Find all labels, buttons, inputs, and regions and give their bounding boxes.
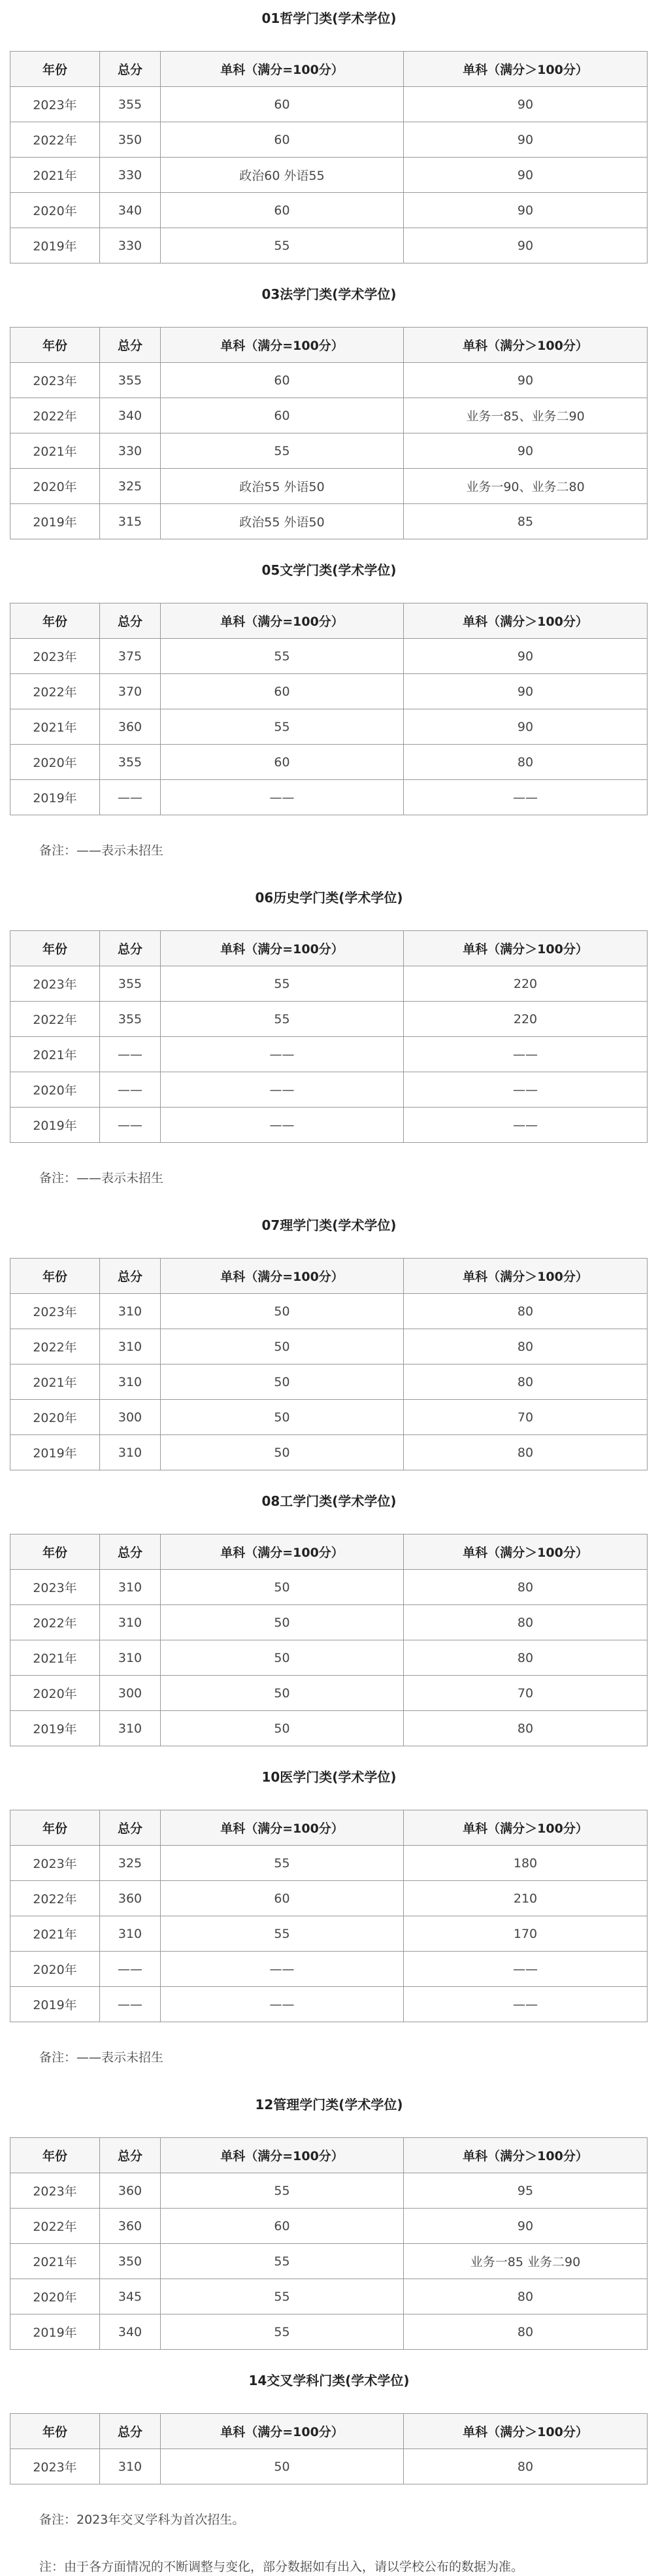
table-cell: 370 (100, 674, 161, 709)
table-cell: 50 (161, 1400, 404, 1435)
table-cell: 业务一85 业务二90 (404, 2244, 648, 2279)
table-cell: —— (404, 1037, 648, 1072)
table-row (10, 2279, 648, 2314)
section-title: 01哲学门类(学术学位) (261, 10, 397, 26)
table-row (10, 1294, 648, 1329)
column-header: 单科（满分＞100分） (404, 328, 648, 363)
table-cell: 85 (404, 504, 648, 539)
column-header: 年份 (10, 1534, 100, 1570)
table-row (10, 433, 648, 469)
table-row (10, 2173, 648, 2209)
column-header: 年份 (10, 2138, 100, 2173)
table-row (10, 1037, 648, 1072)
table-cell: 310 (100, 1435, 161, 1470)
section-title: 10医学门类(学术学位) (261, 1769, 397, 1785)
column-header: 单科（满分=100分） (161, 2414, 404, 2449)
table-cell: 355 (100, 966, 161, 1002)
section-title: 14交叉学科门类(学术学位) (248, 2373, 410, 2388)
table-cell: 315 (100, 504, 161, 539)
table-cell: 60 (161, 363, 404, 398)
table-cell: 90 (404, 228, 648, 263)
table-row (10, 2314, 648, 2350)
table-cell: 50 (161, 1435, 404, 1470)
category-section (0, 2095, 658, 2371)
table-cell: 业务一85、业务二90 (404, 398, 648, 433)
column-header: 总分 (100, 328, 161, 363)
table-cell: 2019年 (10, 1711, 100, 1746)
table-cell: 55 (161, 2173, 404, 2209)
table-cell: 60 (161, 745, 404, 780)
table-cell: 业务一90、业务二80 (404, 469, 648, 504)
table-cell: 360 (100, 1881, 161, 1916)
column-header: 总分 (100, 2414, 161, 2449)
section-note: 备注：2023年交叉学科为首次招生。 (39, 2513, 245, 2527)
table-cell: —— (100, 1072, 161, 1108)
table-cell: 2022年 (10, 1002, 100, 1037)
table-row (10, 1676, 648, 1711)
column-header: 总分 (100, 1534, 161, 1570)
table-cell: —— (100, 1037, 161, 1072)
table-row (10, 363, 648, 398)
table-cell: —— (161, 1952, 404, 1987)
table-cell: 2023年 (10, 639, 100, 674)
table-cell: 2023年 (10, 1294, 100, 1329)
table-cell: 80 (404, 745, 648, 780)
table-cell: 350 (100, 2244, 161, 2279)
table-cell: 50 (161, 1676, 404, 1711)
column-header: 单科（满分＞100分） (404, 1534, 648, 1570)
header-row (10, 1259, 648, 1294)
table-cell: 350 (100, 122, 161, 158)
header-row (10, 2138, 648, 2173)
table-cell: 310 (100, 2449, 161, 2484)
category-section (0, 1768, 658, 2095)
table-cell: 2022年 (10, 2209, 100, 2244)
table-cell: 355 (100, 1002, 161, 1037)
table-cell: 90 (404, 639, 648, 674)
table-cell: 50 (161, 1294, 404, 1329)
column-header: 单科（满分＞100分） (404, 1259, 648, 1294)
table-cell: 2019年 (10, 2314, 100, 2350)
table-cell: 政治55 外语50 (161, 469, 404, 504)
column-header: 年份 (10, 328, 100, 363)
table-cell: 50 (161, 1711, 404, 1746)
table-cell: 2019年 (10, 228, 100, 263)
table-row (10, 2449, 648, 2484)
column-header: 单科（满分=100分） (161, 1534, 404, 1570)
table-cell: 355 (100, 745, 161, 780)
category-section (0, 9, 658, 285)
table-row (10, 745, 648, 780)
table-cell: 310 (100, 1640, 161, 1676)
table-cell: 80 (404, 1294, 648, 1329)
table-cell: 2023年 (10, 363, 100, 398)
table-cell: 360 (100, 2209, 161, 2244)
table-cell: 50 (161, 1329, 404, 1364)
table-row (10, 1987, 648, 2022)
table-cell: 2023年 (10, 87, 100, 122)
column-header: 总分 (100, 931, 161, 966)
table-cell: —— (100, 1108, 161, 1143)
table-row (10, 1570, 648, 1605)
table-cell: 2021年 (10, 433, 100, 469)
category-section (0, 1216, 658, 1492)
table-cell: 2021年 (10, 709, 100, 745)
table-cell: 90 (404, 193, 648, 228)
table-cell: 2021年 (10, 1037, 100, 1072)
table-cell: 330 (100, 433, 161, 469)
table-cell: 55 (161, 2314, 404, 2350)
column-header: 单科（满分＞100分） (404, 931, 648, 966)
header-row (10, 52, 648, 87)
column-header: 单科（满分=100分） (161, 931, 404, 966)
table-cell: 55 (161, 966, 404, 1002)
column-header: 总分 (100, 1810, 161, 1846)
table-cell: 70 (404, 1400, 648, 1435)
table-cell: 60 (161, 674, 404, 709)
table-row (10, 228, 648, 263)
table-cell: 80 (404, 1711, 648, 1746)
column-header: 年份 (10, 603, 100, 639)
table-cell: 345 (100, 2279, 161, 2314)
category-section (0, 561, 658, 889)
table-cell: 60 (161, 398, 404, 433)
table-cell: 310 (100, 1605, 161, 1640)
column-header: 年份 (10, 1259, 100, 1294)
score-table (10, 1258, 648, 1470)
table-cell: 2023年 (10, 1846, 100, 1881)
table-row (10, 1400, 648, 1435)
table-cell: 300 (100, 1676, 161, 1711)
section-title: 03法学门类(学术学位) (261, 286, 397, 302)
column-header: 单科（满分＞100分） (404, 52, 648, 87)
table-cell: 310 (100, 1711, 161, 1746)
column-header: 单科（满分=100分） (161, 52, 404, 87)
table-row (10, 158, 648, 193)
table-cell: 2023年 (10, 2173, 100, 2209)
table-cell: 310 (100, 1916, 161, 1952)
table-cell: 80 (404, 2449, 648, 2484)
table-cell: 2021年 (10, 158, 100, 193)
table-row (10, 1640, 648, 1676)
section-title: 07理学门类(学术学位) (261, 1217, 397, 1233)
table-cell: 355 (100, 87, 161, 122)
header-row (10, 1534, 648, 1570)
table-cell: 55 (161, 639, 404, 674)
header-row (10, 931, 648, 966)
column-header: 单科（满分=100分） (161, 603, 404, 639)
table-cell: 95 (404, 2173, 648, 2209)
table-cell: 2019年 (10, 504, 100, 539)
table-cell: 政治55 外语50 (161, 504, 404, 539)
table-cell: 60 (161, 87, 404, 122)
score-table (10, 2413, 648, 2484)
table-cell: 50 (161, 1364, 404, 1400)
table-cell: 340 (100, 398, 161, 433)
header-row (10, 2414, 648, 2449)
table-cell: 2021年 (10, 1364, 100, 1400)
table-cell: 2021年 (10, 1640, 100, 1676)
category-section (0, 285, 658, 561)
table-cell: 2020年 (10, 1676, 100, 1711)
table-cell: 80 (404, 1435, 648, 1470)
table-row (10, 1435, 648, 1470)
table-row (10, 1605, 648, 1640)
table-cell: —— (161, 780, 404, 815)
table-cell: 2019年 (10, 1435, 100, 1470)
column-header: 单科（满分＞100分） (404, 603, 648, 639)
table-cell: 310 (100, 1329, 161, 1364)
table-row (10, 1329, 648, 1364)
table-cell: 375 (100, 639, 161, 674)
column-header: 年份 (10, 1810, 100, 1846)
table-cell: 80 (404, 1570, 648, 1605)
table-cell: 政治60 外语55 (161, 158, 404, 193)
column-header: 单科（满分＞100分） (404, 2414, 648, 2449)
table-cell: 80 (404, 2279, 648, 2314)
table-cell: 310 (100, 1294, 161, 1329)
table-cell: 355 (100, 363, 161, 398)
table-cell: 2023年 (10, 1570, 100, 1605)
category-section (0, 2371, 658, 2558)
section-title: 12管理学门类(学术学位) (255, 2097, 403, 2112)
score-table (10, 51, 648, 263)
section-title: 06历史学门类(学术学位) (255, 890, 403, 906)
column-header: 总分 (100, 2138, 161, 2173)
table-cell: 2022年 (10, 1881, 100, 1916)
table-cell: 90 (404, 433, 648, 469)
table-cell: 60 (161, 2209, 404, 2244)
table-cell: 50 (161, 2449, 404, 2484)
table-cell: —— (404, 780, 648, 815)
table-row (10, 1072, 648, 1108)
table-row (10, 1108, 648, 1143)
table-cell: 80 (404, 1640, 648, 1676)
table-cell: —— (404, 1952, 648, 1987)
column-header: 年份 (10, 2414, 100, 2449)
table-cell: —— (161, 1987, 404, 2022)
table-cell: 360 (100, 709, 161, 745)
table-row (10, 2244, 648, 2279)
column-header: 总分 (100, 603, 161, 639)
score-table (10, 1810, 648, 2022)
score-table (10, 1534, 648, 1746)
column-header: 单科（满分＞100分） (404, 2138, 648, 2173)
table-cell: —— (100, 1987, 161, 2022)
table-cell: 55 (161, 1846, 404, 1881)
table-cell: 2019年 (10, 1987, 100, 2022)
table-cell: 2020年 (10, 745, 100, 780)
table-row (10, 639, 648, 674)
table-cell: 55 (161, 1916, 404, 1952)
table-cell: 220 (404, 1002, 648, 1037)
table-row (10, 1002, 648, 1037)
table-cell: 55 (161, 433, 404, 469)
table-cell: —— (100, 1952, 161, 1987)
table-cell: 2023年 (10, 2449, 100, 2484)
table-row (10, 398, 648, 433)
table-cell: 80 (404, 1364, 648, 1400)
table-cell: 60 (161, 1881, 404, 1916)
score-table (10, 2137, 648, 2350)
column-header: 年份 (10, 931, 100, 966)
table-row (10, 1364, 648, 1400)
table-cell: 50 (161, 1640, 404, 1676)
table-cell: 2020年 (10, 193, 100, 228)
table-cell: 55 (161, 2244, 404, 2279)
table-cell: 90 (404, 87, 648, 122)
table-cell: 80 (404, 1329, 648, 1364)
column-header: 年份 (10, 52, 100, 87)
table-row (10, 780, 648, 815)
table-cell: 330 (100, 158, 161, 193)
table-cell: 180 (404, 1846, 648, 1881)
table-cell: 340 (100, 193, 161, 228)
table-cell: 2023年 (10, 966, 100, 1002)
table-cell: 2020年 (10, 1072, 100, 1108)
table-row (10, 1952, 648, 1987)
score-table (10, 327, 648, 539)
table-cell: —— (161, 1037, 404, 1072)
table-cell: 340 (100, 2314, 161, 2350)
table-cell: 360 (100, 2173, 161, 2209)
table-cell: 220 (404, 966, 648, 1002)
table-row (10, 2209, 648, 2244)
column-header: 单科（满分=100分） (161, 2138, 404, 2173)
table-cell: 2020年 (10, 1400, 100, 1435)
table-cell: —— (404, 1987, 648, 2022)
table-cell: 90 (404, 122, 648, 158)
table-row (10, 1846, 648, 1881)
table-cell: 55 (161, 228, 404, 263)
table-cell: 90 (404, 2209, 648, 2244)
table-row (10, 1916, 648, 1952)
column-header: 总分 (100, 1259, 161, 1294)
table-cell: 330 (100, 228, 161, 263)
table-row (10, 1711, 648, 1746)
table-cell: 2022年 (10, 398, 100, 433)
table-cell: —— (161, 1108, 404, 1143)
section-title: 08工学门类(学术学位) (261, 1493, 397, 1509)
column-header: 单科（满分＞100分） (404, 1810, 648, 1846)
score-table (10, 930, 648, 1143)
section-note: 备注：——表示未招生 (39, 843, 164, 858)
table-cell: 90 (404, 158, 648, 193)
score-table (10, 603, 648, 815)
table-cell: 210 (404, 1881, 648, 1916)
table-cell: 2022年 (10, 122, 100, 158)
table-cell: 2022年 (10, 674, 100, 709)
table-cell: 50 (161, 1605, 404, 1640)
table-cell: 2022年 (10, 1605, 100, 1640)
table-cell: 2019年 (10, 780, 100, 815)
table-cell: 300 (100, 1400, 161, 1435)
table-cell: 2020年 (10, 1952, 100, 1987)
table-cell: 55 (161, 1002, 404, 1037)
table-row (10, 122, 648, 158)
table-cell: 90 (404, 709, 648, 745)
table-cell: 60 (161, 122, 404, 158)
table-row (10, 87, 648, 122)
table-cell: 170 (404, 1916, 648, 1952)
category-section (0, 1492, 658, 1768)
table-row (10, 193, 648, 228)
table-row (10, 709, 648, 745)
table-cell: 310 (100, 1570, 161, 1605)
table-cell: —— (404, 1072, 648, 1108)
footnote: 注：由于各方面情况的不断调整与变化，部分数据如有出入，请以学校公布的数据为准。 (39, 2560, 524, 2574)
table-cell: 80 (404, 2314, 648, 2350)
column-header: 单科（满分=100分） (161, 1259, 404, 1294)
table-cell: 2020年 (10, 469, 100, 504)
table-cell: 2021年 (10, 2244, 100, 2279)
column-header: 总分 (100, 52, 161, 87)
table-row (10, 469, 648, 504)
category-section (0, 889, 658, 1216)
column-header: 单科（满分=100分） (161, 1810, 404, 1846)
table-cell: 2021年 (10, 1916, 100, 1952)
table-cell: 60 (161, 193, 404, 228)
table-cell: 2019年 (10, 1108, 100, 1143)
table-cell: 70 (404, 1676, 648, 1711)
table-cell: 2020年 (10, 2279, 100, 2314)
table-row (10, 966, 648, 1002)
table-cell: 310 (100, 1364, 161, 1400)
table-cell: —— (404, 1108, 648, 1143)
table-row (10, 504, 648, 539)
table-cell: 90 (404, 363, 648, 398)
section-title: 05文学门类(学术学位) (261, 562, 397, 578)
section-note: 备注：——表示未招生 (39, 2050, 164, 2065)
table-cell: 55 (161, 2279, 404, 2314)
table-cell: 325 (100, 469, 161, 504)
header-row (10, 328, 648, 363)
table-row (10, 1881, 648, 1916)
table-cell: 90 (404, 674, 648, 709)
table-row (10, 674, 648, 709)
table-cell: —— (100, 780, 161, 815)
table-cell: —— (161, 1072, 404, 1108)
header-row (10, 603, 648, 639)
table-cell: 2022年 (10, 1329, 100, 1364)
table-cell: 55 (161, 709, 404, 745)
table-cell: 50 (161, 1570, 404, 1605)
table-cell: 80 (404, 1605, 648, 1640)
section-note: 备注：——表示未招生 (39, 1171, 164, 1185)
table-cell: 325 (100, 1846, 161, 1881)
column-header: 单科（满分=100分） (161, 328, 404, 363)
header-row (10, 1810, 648, 1846)
